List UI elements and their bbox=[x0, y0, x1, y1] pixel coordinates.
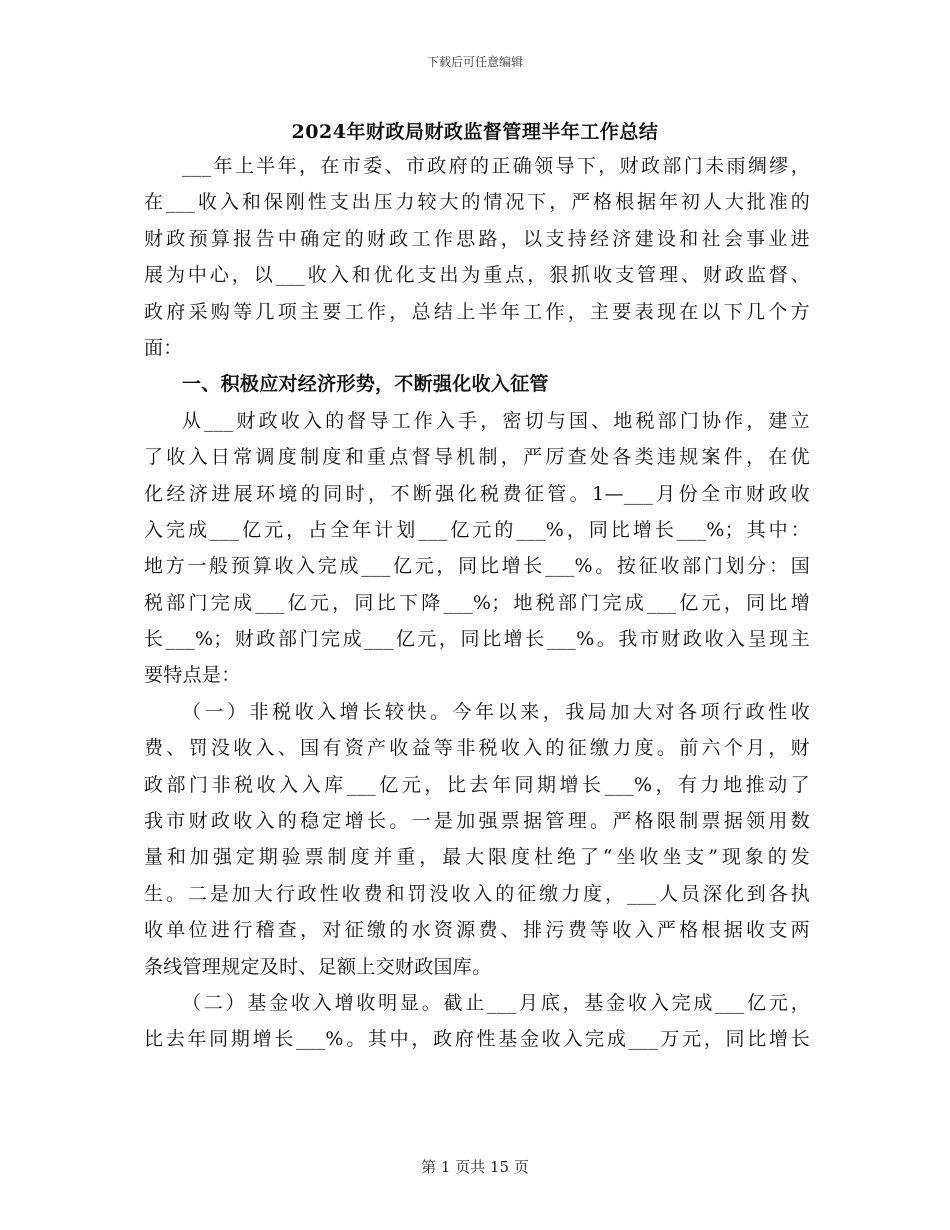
text-line: 入完成___亿元，占全年计划___亿元的___%，同比增长___%；其中： bbox=[144, 518, 810, 541]
text-line: 长___%；财政部门完成___亿元，同比增长___%。我市财政收入呈现主 bbox=[144, 628, 810, 651]
page-footer: 第 1 页共 15 页 bbox=[421, 1158, 529, 1176]
document-body bbox=[144, 148, 810, 1058]
text-line: 地方一般预算收入完成___亿元，同比增长___%。按征收部门划分：国 bbox=[144, 555, 810, 578]
text-line: 费、罚没收入、国有资产收益等非税收入的征缴力度。前六个月，财 bbox=[144, 737, 810, 760]
text-line: 政部门非税收入入库___亿元，比去年同期增长___%，有力地推动了 bbox=[144, 773, 810, 796]
text-line: 比去年同期增长___%。其中，政府性基金收入完成___万元，同比增长 bbox=[144, 1028, 810, 1051]
document-title: 2024年财政局财政监督管理半年工作总结 bbox=[291, 121, 659, 143]
text-line: 我市财政收入的稳定增长。一是加强票据管理。严格限制票据领用数 bbox=[144, 810, 810, 833]
text-line: 面： bbox=[144, 336, 183, 359]
text-line: 生。二是加大行政性收费和罚没收入的征缴力度，___人员深化到各执 bbox=[144, 882, 810, 905]
section-heading: 一、积极应对经济形势，不断强化收入征管 bbox=[182, 373, 549, 396]
text-line: 要特点是： bbox=[144, 664, 241, 687]
page-header: 下载后可任意编辑 bbox=[426, 55, 523, 69]
text-line: 化经济进展环境的同时，不断强化税费征管。1—___月份全市财政收 bbox=[144, 482, 810, 505]
text-line: （一）非税收入增长较快。今年以来，我局加大对各项行政性收 bbox=[182, 700, 810, 723]
text-line: 展为中心，以___收入和优化支出为重点，狠抓收支管理、财政监督、 bbox=[144, 264, 810, 287]
text-line: 了收入日常调度制度和重点督导机制，严厉查处各类违规案件，在优 bbox=[144, 446, 810, 469]
text-line: 税部门完成___亿元，同比下降___%；地税部门完成___亿元，同比增 bbox=[144, 591, 810, 614]
text-line: 政府采购等几项主要工作，总结上半年工作，主要表现在以下几个方 bbox=[144, 300, 810, 323]
text-line: 条线管理规定及时、足额上交财政国库。 bbox=[144, 955, 492, 978]
text-line: 收单位进行稽查，对征缴的水资源费、排污费等收入严格根据收支两 bbox=[144, 919, 810, 942]
text-line: 财政预算报告中确定的财政工作思路，以支持经济建设和社会事业进 bbox=[144, 227, 810, 250]
text-line: 从___财政收入的督导工作入手，密切与国、地税部门协作，建立 bbox=[182, 409, 810, 432]
text-line: 量和加强定期验票制度并重，最大限度杜绝了“坐收坐支”现象的发 bbox=[144, 846, 810, 869]
text-line: ___年上半年，在市委、市政府的正确领导下，财政部门未雨绸缪， bbox=[182, 155, 810, 177]
text-line: 在___收入和保刚性支出压力较大的情况下，严格根据年初人大批准的 bbox=[144, 191, 810, 214]
text-line: （二）基金收入增收明显。截止___月底，基金收入完成___亿元， bbox=[182, 991, 810, 1014]
